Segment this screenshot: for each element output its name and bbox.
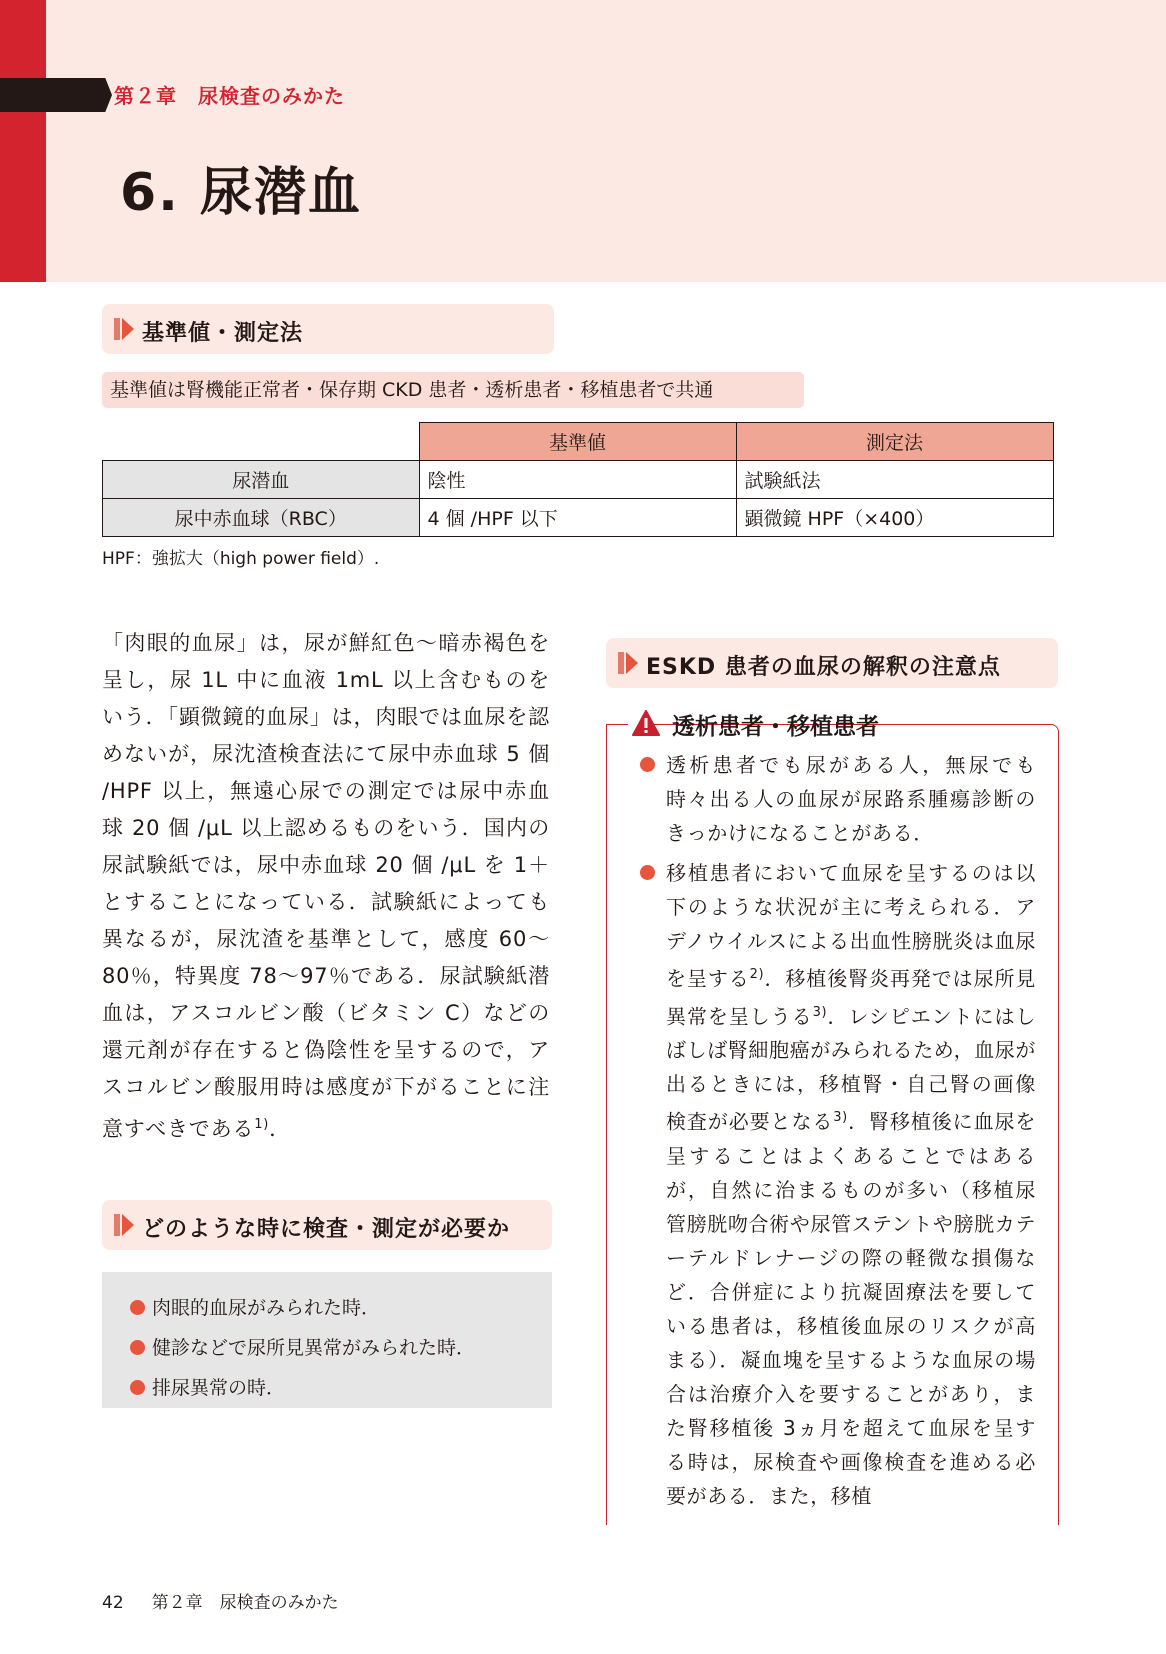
table-corner (103, 423, 420, 461)
chapter-color-bar (0, 0, 46, 282)
table-footnote: HPF：強拡大（high power field）. (102, 549, 380, 569)
section-heading-when (102, 1200, 552, 1250)
list-item-text: 移植患者において血尿を呈するのは以下のような状況が主に考えられる．アデノウイルスによる出血性膀胱炎は血尿を呈する (666, 861, 1036, 991)
warning-title: 透析患者・移植患者 (672, 714, 879, 740)
table-cell: 顕微鏡 HPF（×400） (736, 499, 1053, 537)
footer-chapter: 第２章 尿検査のみかた (151, 1593, 339, 1613)
list-item-text: 排尿異常の時． (152, 1377, 286, 1399)
standard-note: 基準値は腎機能正常者・保存期 CKD 患者・透析患者・移植患者で共通 (102, 372, 804, 408)
list-item-text: ．移植後腎炎再発では尿所見異常を呈しうる (666, 966, 1036, 1029)
eskd-notes-list (640, 748, 1036, 1519)
table-cell: 陰性 (419, 461, 736, 499)
bullet-dot-icon (130, 1340, 145, 1355)
reference-marker: 2) (749, 967, 765, 982)
chapter-tab-marker (0, 78, 112, 112)
column-header: 基準値 (419, 423, 736, 461)
page-footer (102, 1588, 339, 1613)
reference-marker: 1) (254, 1117, 270, 1132)
column-header: 測定法 (736, 423, 1053, 461)
list-item (130, 1288, 552, 1328)
table-row (103, 499, 1054, 537)
indication-list (102, 1272, 552, 1408)
list-item-text: ．レシピエントにはしばしば腎細胞癌がみられるため，血尿が出るときには，移植腎・自己腎の画像検査が必要となる (666, 1004, 1037, 1134)
reference-marker: 3) (812, 1004, 828, 1020)
table-cell: 4 個 /HPF 以下 (419, 499, 736, 537)
list-item-text: 肉眼的血尿がみられた時． (152, 1297, 381, 1319)
reference-table (102, 422, 1054, 537)
bullet-dot-icon (640, 757, 655, 772)
section-heading-eskd (606, 638, 1058, 688)
body-paragraph (102, 625, 550, 1148)
list-item-text: 健診などで尿所見異常がみられた時． (152, 1337, 476, 1359)
body-text-end: ． (269, 1117, 291, 1141)
arrow-icon (114, 318, 136, 340)
section-heading-label: 基準値・測定法 (142, 321, 304, 346)
page-number: 42 (102, 1593, 124, 1613)
page-title: 6. 尿潜血 (120, 163, 363, 223)
section-heading-label: どのような時に検査・測定が必要か (142, 1217, 511, 1242)
indication-list-box (102, 1272, 552, 1408)
list-item (130, 1368, 552, 1408)
table-cell: 試験紙法 (736, 461, 1053, 499)
table-header-row (103, 423, 1054, 461)
list-item-text: 透析患者でも尿がある人，無尿でも時々出る人の血尿が尿路系腫瘍診断のきっかけになることがある． (666, 753, 1036, 845)
arrow-icon (114, 1214, 136, 1236)
reference-marker: 3) (833, 1110, 848, 1126)
bullet-dot-icon (640, 865, 655, 880)
list-item-text: ．腎移植後に血尿を呈することはよくあることではあるが，自然に治まるものが多い（移植尿管膀胱吻合術や尿管ステントや膀胱カテーテルドレナージの際の軽微な損傷など．合併症により抗凝固療法を要している患者は，移植後血尿のリスクが高まる）．凝血塊を呈するような血尿の場合は治療介入を要することがあり，また腎移植後 3ヵ月を超えて血尿を呈する時は，尿検査や画像検査を進める必要がある．また，移植 (666, 1109, 1036, 1508)
table-row (103, 461, 1054, 499)
row-header: 尿中赤血球（RBC） (103, 499, 420, 537)
body-text: 「肉眼的血尿」は，尿が鮮紅色～暗赤褐色を呈し，尿 1L 中に血液 1mL 以上含むものをいう．「顕微鏡的血尿」は，肉眼では血尿を認めないが，尿沈渣検査法にて尿中赤血球 5 個 /HPF 以上，無遠心尿での測定では尿中赤血球 20 個 /μL 以上認めるものをいう．国内の尿試験紙では，尿中赤血球 20 個 /μL を 1＋とすることになっている．試験紙によっても異なるが，尿沈渣を基準として，感度 60～80％，特異度 78～97％である．尿試験紙潜血は，アスコルビン酸（ビタミン C）などの還元剤が存在すると偽陰性を呈するので，アスコルビン酸服用時は感度が下がることに注意すべきである (102, 631, 550, 1141)
section-heading-standard (102, 304, 554, 354)
list-item (640, 856, 1036, 1513)
chapter-label: 第２章 尿検査のみかた (114, 84, 345, 108)
list-item (640, 748, 1036, 850)
arrow-icon (618, 652, 640, 674)
warning-header (628, 706, 879, 742)
bullet-dot-icon (130, 1380, 145, 1395)
bullet-dot-icon (130, 1300, 145, 1315)
row-header: 尿潜血 (103, 461, 420, 499)
warning-icon (632, 710, 660, 736)
section-heading-label: ESKD 患者の血尿の解釈の注意点 (646, 655, 1001, 680)
list-item (130, 1328, 552, 1368)
header-band (0, 0, 1166, 282)
